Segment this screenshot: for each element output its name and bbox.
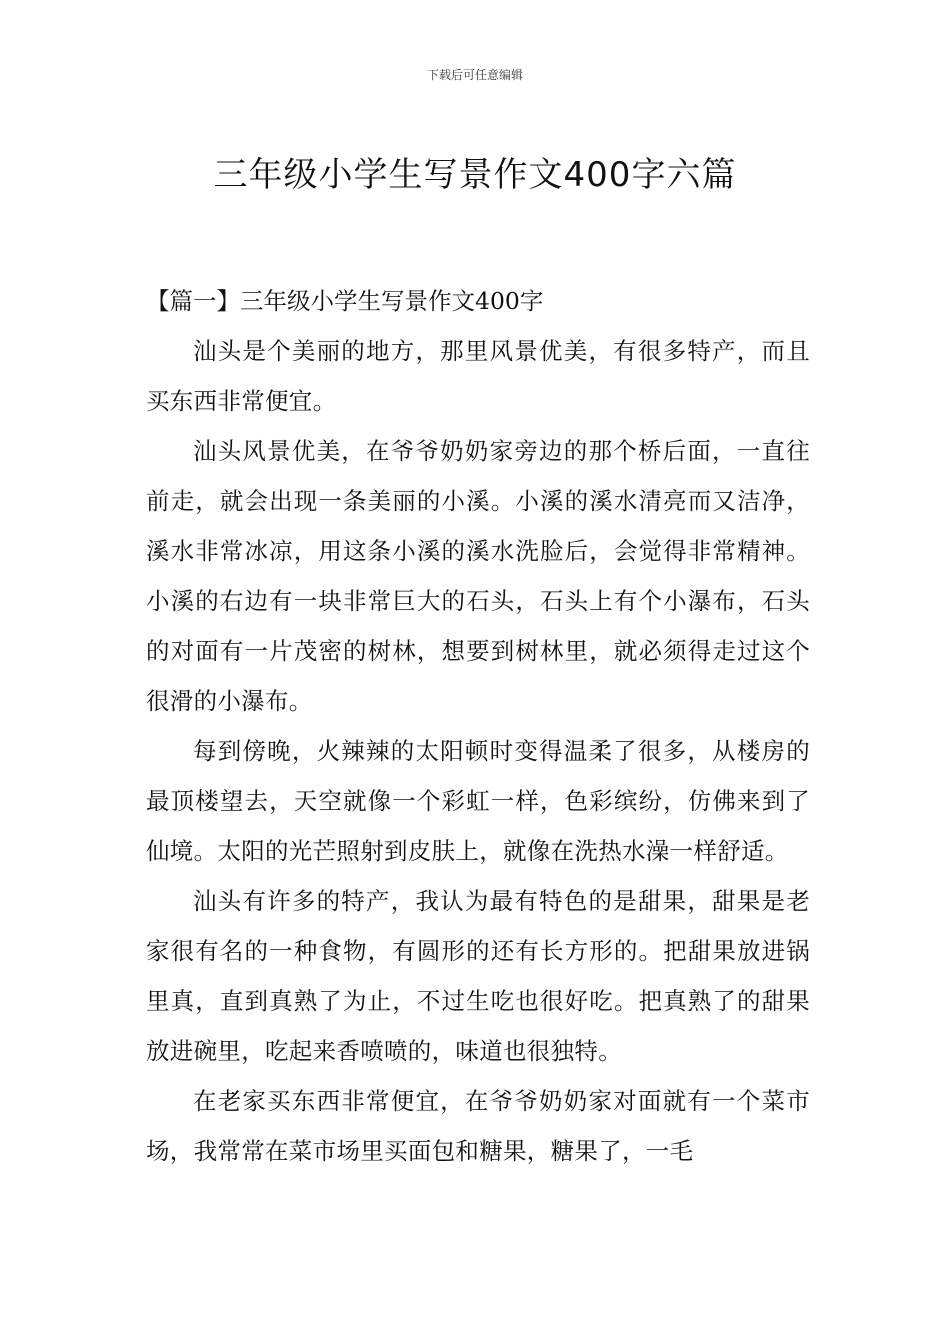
- document-body: [146, 276, 810, 1176]
- paragraph: 汕头有许多的特产，我认为最有特色的是甜果，甜果是老家很有名的一种食物，有圆形的还有长方形的。把甜果放进锅里真，直到真熟了为止，不过生吃也很好吃。把真熟了的甜果放进碗里，吃起来香喷喷的，味道也很独特。: [146, 887, 810, 1065]
- paragraph: 汕头风景优美，在爷爷奶奶家旁边的那个桥后面，一直往前走，就会出现一条美丽的小溪。小溪的溪水清亮而又洁净，溪水非常冰凉，用这条小溪的溪水洗脸后，会觉得非常精神。小溪的右边有一块非常巨大的石头，石头上有个小瀑布，石头的对面有一片茂密的树林，想要到树林里，就必须得走过这个很滑的小瀑布。: [146, 437, 810, 715]
- paragraph: 每到傍晚，火辣辣的太阳顿时变得温柔了很多，从楼房的最顶楼望去，天空就像一个彩虹一样，色彩缤纷，仿佛来到了仙境。太阳的光芒照射到皮肤上，就像在洗热水澡一样舒适。: [146, 737, 810, 865]
- document-title: 三年级小学生写景作文400字六篇: [213, 154, 737, 195]
- section-heading: 【篇一】三年级小学生写景作文400字: [146, 287, 544, 315]
- header-note: 下载后可任意编辑: [426, 68, 523, 82]
- paragraph: 汕头是个美丽的地方，那里风景优美，有很多特产，而且买东西非常便宜。: [146, 337, 810, 415]
- paragraph: 在老家买东西非常便宜，在爷爷奶奶家对面就有一个菜市场，我常常在菜市场里买面包和糖果，糖果了，一毛: [146, 1087, 810, 1165]
